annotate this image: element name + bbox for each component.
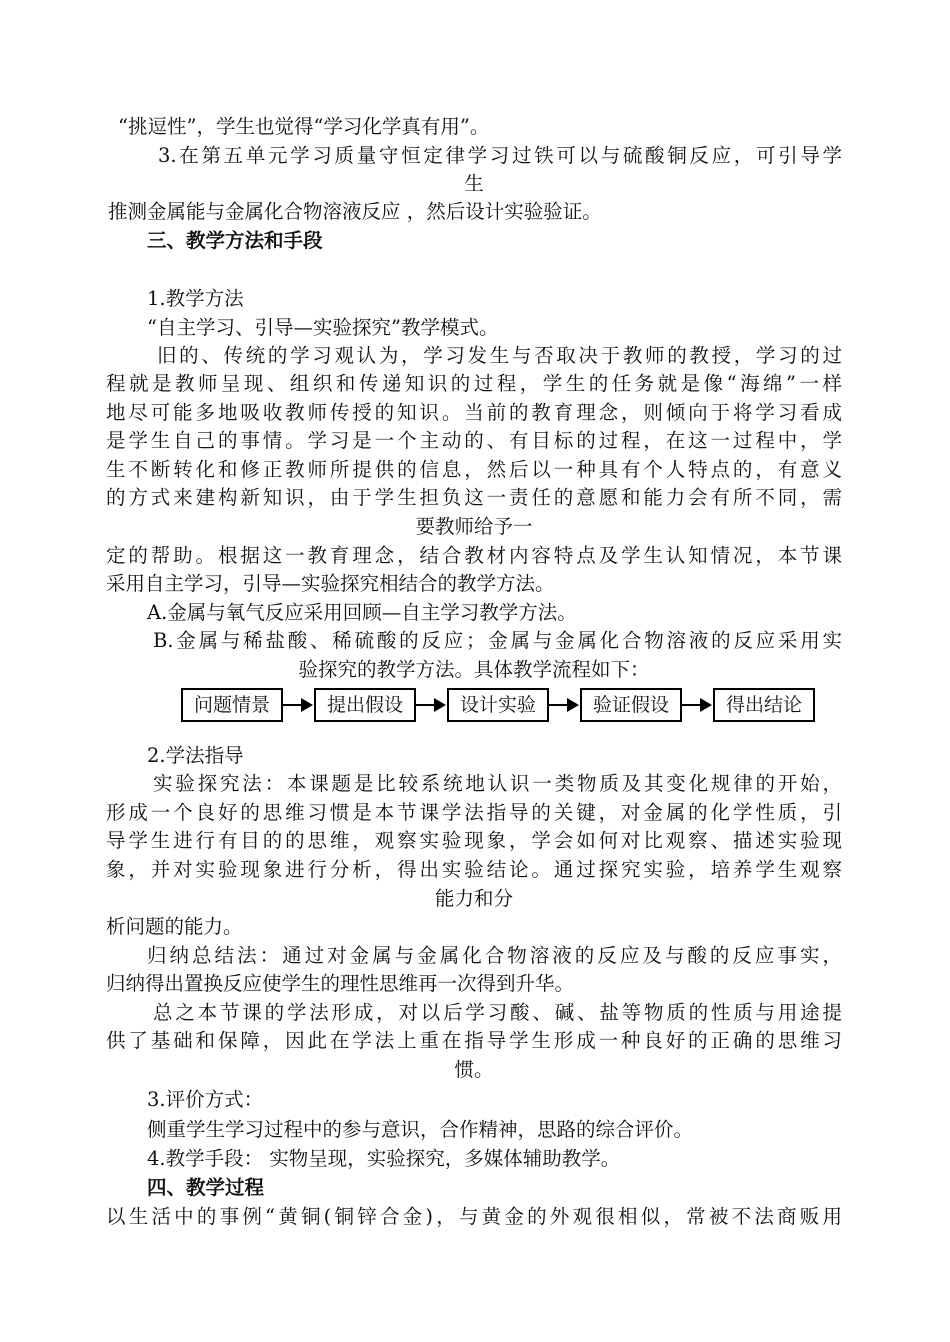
flow-step-box: 提出假设 <box>314 688 416 722</box>
text-line: 能力和分 <box>434 887 513 910</box>
text-line: 程就是教师呈现、组织和传递知识的过程，学生的任务就是像“海绵”一样 <box>106 372 842 395</box>
flow-arrow-line <box>416 704 436 706</box>
text-line: 形成一个良好的思维习惯是本节课学法指导的关键，对金属的化学性质，引 <box>106 801 842 824</box>
text-line: 采用自主学习，引导—实验探究相结合的教学方法。 <box>106 572 555 595</box>
arrow-right-icon <box>700 698 712 712</box>
text-line: 的方式来建构新知识，由于学生担负这一责任的意愿和能力会有所不同，需 <box>106 486 842 509</box>
arrow-right-icon <box>567 698 579 712</box>
text-line: 生 <box>464 172 484 195</box>
text-line: 定的帮助。根据这一教育理念，结合教材内容特点及学生认知情况，本节课 <box>106 544 842 567</box>
text-line: 总之本节课的学法形成，对以后学习酸、碱、盐等物质的性质与用途提 <box>153 1001 842 1024</box>
text-line: 导学生进行有目的的思维，观察实验现象，学会如何对比观察、描述实验现 <box>106 829 842 852</box>
subheading: 1.教学方法 <box>147 287 244 310</box>
text-line: 3.在第五单元学习质量守恒定律学习过铁可以与硫酸铜反应，可引导学 <box>158 144 842 167</box>
flow-step-box: 设计实验 <box>447 688 549 722</box>
text-line: 侧重学生学习过程中的参与意识，合作精神，思路的综合评价。 <box>147 1118 694 1141</box>
text-line: 象，并对实验现象进行分析，得出实验结论。通过探究实验，培养学生观察 <box>106 858 842 881</box>
text-line: “自主学习、引导—实验探究”教学模式。 <box>147 316 499 339</box>
text-line: 是学生自己的事情。学习是一个主动的、有目标的过程，在这一过程中，学 <box>106 429 842 452</box>
text-line: 生不断转化和修正教师所提供的信息，然后以一种具有个人特点的，有意义 <box>106 458 842 481</box>
text-line: 推测金属能与金属化合物溶液反应 ，然后设计实验验证。 <box>108 200 602 223</box>
text-line: “挑逗性”，学生也觉得“学习化学真有用”。 <box>118 115 490 138</box>
arrow-right-icon <box>301 698 313 712</box>
text-line: 惯。 <box>454 1058 494 1081</box>
text-line: 供了基础和保障，因此在学法上重在指导学生形成一种良好的正确的思维习 <box>106 1029 842 1052</box>
text-line: 验探究的教学方法。具体教学流程如下： <box>298 658 650 681</box>
arrow-right-icon <box>434 698 446 712</box>
text-line: A.金属与氧气反应采用回顾—自主学习教学方法。 <box>147 601 577 624</box>
flow-step-box: 得出结论 <box>713 688 815 722</box>
flow-arrow-line <box>549 704 569 706</box>
text-line: 旧的、传统的学习观认为，学习发生与否取决于教师的教授，学习的过 <box>157 344 842 367</box>
section-heading: 三、教学方法和手段 <box>147 229 323 252</box>
section-heading: 四、教学过程 <box>147 1176 265 1199</box>
text-line: 归纳得出置换反应使学生的理性思维再一次得到升华。 <box>106 972 575 995</box>
text-line: 4.教学手段： 实物呈现，实验探究，多媒体辅助教学。 <box>147 1147 621 1170</box>
text-line: 实验探究法：本课题是比较系统地认识一类物质及其变化规律的开始， <box>153 772 842 795</box>
flow-arrow-line <box>283 704 303 706</box>
flow-arrow-line <box>682 704 702 706</box>
text-line: 地尽可能多地吸收教师传授的知识。当前的教育理念，则倾向于将学习看成 <box>106 401 842 424</box>
text-line: 以生活中的事例“黄铜(铜锌合金)，与黄金的外观很相似，常被不法商贩用 <box>106 1205 842 1228</box>
subheading: 3.评价方式： <box>147 1088 264 1111</box>
text-line: 要教师给予一 <box>415 515 533 538</box>
text-line: 析问题的能力。 <box>106 915 243 938</box>
flow-step-box: 验证假设 <box>580 688 682 722</box>
flow-step-box: 问题情景 <box>181 688 283 722</box>
text-line: 归纳总结法：通过对金属与金属化合物溶液的反应及与酸的反应事实， <box>147 944 842 967</box>
text-line: B.金属与稀盐酸、稀硫酸的反应；金属与金属化合物溶液的反应采用实 <box>153 629 842 652</box>
subheading: 2.学法指导 <box>147 744 244 767</box>
